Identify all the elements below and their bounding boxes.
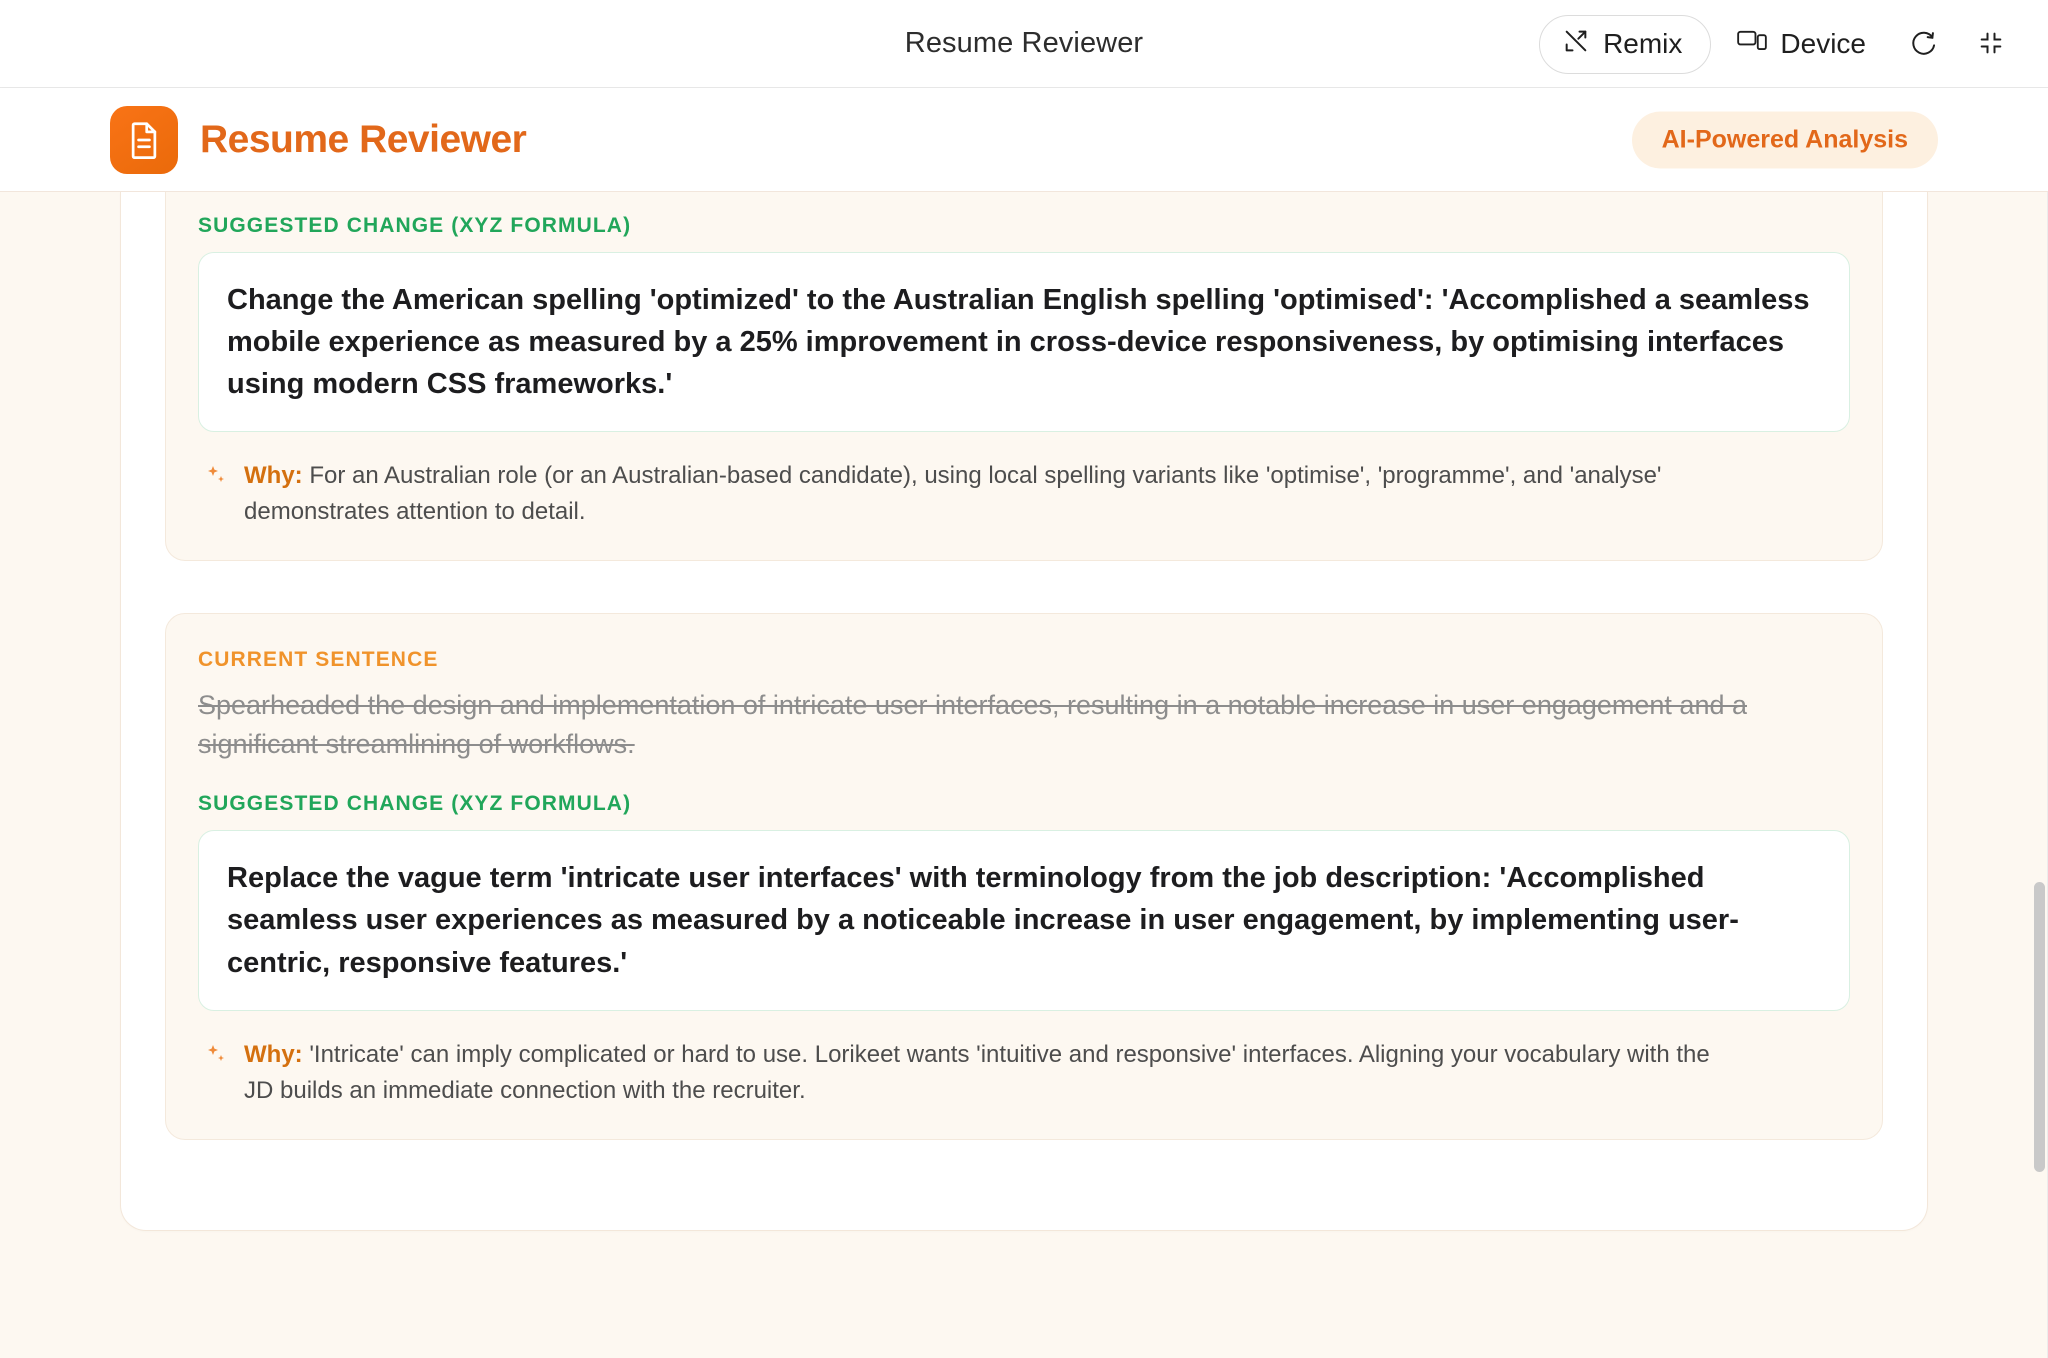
suggestions-panel	[120, 192, 1928, 1231]
content-scroll-area[interactable]	[0, 192, 2048, 1358]
why-explanation: For an Australian role (or an Australian-based candidate), using local spelling variants like 'optimise', 'programme', and 'analyse' demonstrates attention to detail.	[244, 462, 1662, 526]
remix-button[interactable]	[1539, 15, 1711, 74]
suggested-change-label: SUGGESTED CHANGE (XYZ FORMULA)	[198, 792, 632, 816]
remix-icon	[1562, 27, 1590, 62]
suggestion-card	[165, 192, 1883, 561]
why-text	[244, 458, 1734, 530]
current-sentence-label: CURRENT SENTENCE	[198, 648, 439, 672]
suggested-change-label: SUGGESTED CHANGE (XYZ FORMULA)	[198, 214, 632, 237]
page-title: Resume Reviewer	[200, 117, 527, 161]
document-icon	[110, 106, 178, 174]
app-header	[0, 88, 2048, 192]
why-label: Why:	[244, 462, 303, 490]
suggested-change-text: Change the American spelling 'optimized' to the Australian English spelling 'optimised': 'Accomplished a seamless mobile experience as measured by a 25% improvement in cross-device responsiveness, by optimising interfaces using modern CSS frameworks.'	[227, 284, 1810, 401]
suggested-change-box	[198, 830, 1850, 1010]
device-button[interactable]	[1717, 16, 1886, 73]
scrollbar[interactable]	[2030, 192, 2048, 1358]
preview-chrome-bar	[0, 0, 2048, 88]
collapse-button[interactable]	[1960, 13, 2022, 75]
why-row	[198, 1037, 1850, 1109]
suggested-change-text: Replace the vague term 'intricate user interfaces' with terminology from the job description: 'Accomplished seamless user experiences as measured by a noticeable increase in user engagement, by implementing user-centric, responsive features.'	[227, 862, 1739, 979]
refresh-icon	[1909, 29, 1937, 60]
current-sentence-text: Spearheaded the design and implementation of intricate user interfaces, resulting in a notable increase in user engagement and a significant streamlining of workflows.	[198, 690, 1747, 760]
suggestion-card	[165, 613, 1883, 1139]
suggested-change-box	[198, 252, 1850, 432]
why-text	[244, 1037, 1734, 1109]
collapse-icon	[1977, 29, 2005, 60]
device-label: Device	[1780, 28, 1866, 59]
scrollbar-thumb[interactable]	[2034, 882, 2045, 1172]
brand	[110, 106, 526, 174]
status-badge: AI-Powered Analysis	[1632, 111, 1938, 168]
refresh-button[interactable]	[1892, 13, 1954, 75]
remix-label: Remix	[1603, 28, 1683, 59]
chrome-actions	[1539, 0, 2022, 88]
why-row	[198, 458, 1850, 530]
preview-title: Resume Reviewer	[904, 27, 1144, 59]
device-icon	[1737, 27, 1767, 62]
why-label: Why:	[244, 1040, 303, 1068]
sparkle-icon	[204, 1043, 228, 1072]
sparkle-icon	[204, 464, 228, 493]
why-explanation: 'Intricate' can imply complicated or hard to use. Lorikeet wants 'intuitive and responsive' interfaces. Aligning your vocabulary with the JD builds an immediate connection with the recruiter.	[244, 1040, 1710, 1104]
